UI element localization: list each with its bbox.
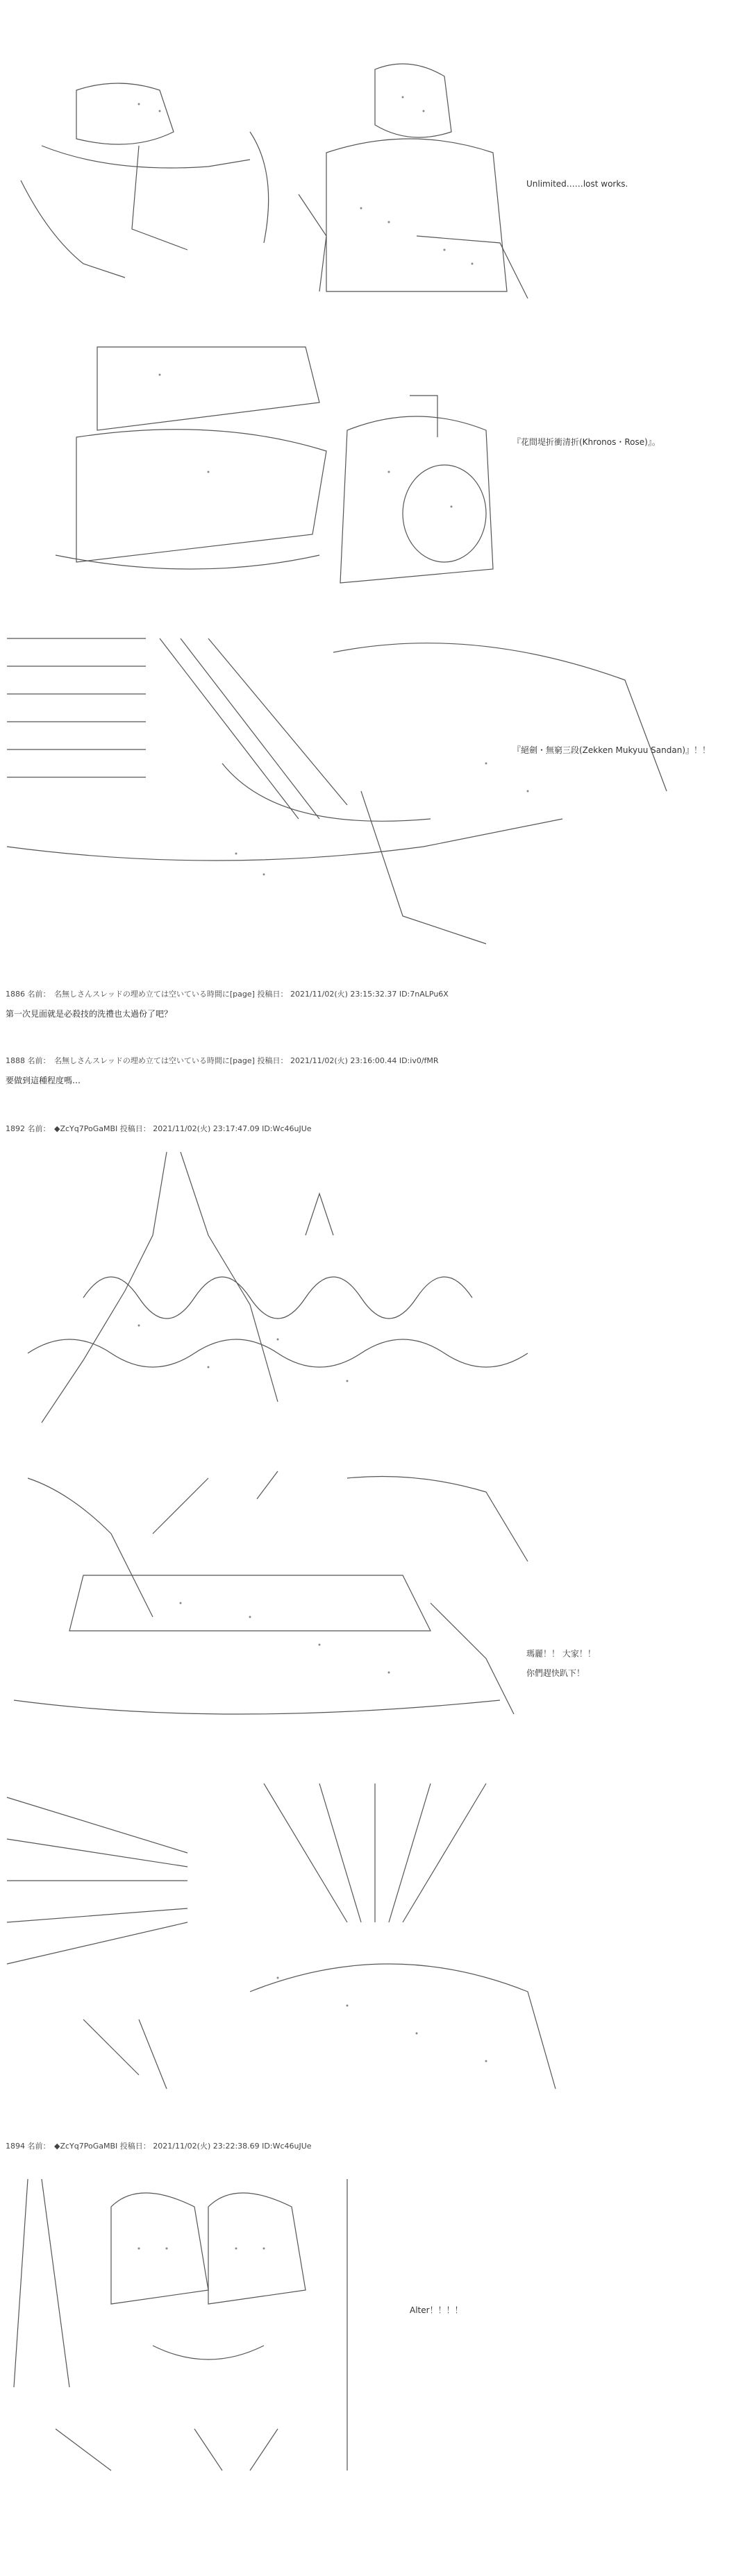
post-date: 2021/11/02(火) 23:16:00.44 (290, 1056, 397, 1065)
post-body-1888: 要做到這種程度嗎… (6, 1076, 81, 1085)
post-number[interactable]: 1894 (6, 2142, 25, 2151)
caption-zekken-mukyuu-sandan: 『絕劍・無窮三段(Zekken Mukyuu Sandan)』！！ (512, 745, 711, 755)
ascii-art-panel-3 (0, 625, 743, 958)
caption-protect: 你們趕快趴下！ (526, 1668, 585, 1678)
post-date: 2021/11/02(火) 23:15:32.37 (290, 990, 397, 999)
post-date: 2021/11/02(火) 23:22:38.69 (153, 2142, 260, 2151)
post-id: ID:Wc46uJUe (262, 2142, 312, 2151)
post-header-1892 (6, 1123, 312, 1134)
post-id: ID:iv0/fMR (399, 1056, 439, 1065)
post-name-label: 名前： (27, 1056, 51, 1065)
post-number[interactable]: 1886 (6, 990, 25, 999)
ascii-art-panel-7 (0, 2165, 743, 2498)
post-number[interactable]: 1888 (6, 1056, 25, 1065)
ascii-art-panel-4 (0, 1145, 743, 1437)
post-author: 名無しさんスレッドの埋め立ては空いている時間に[page] (54, 1056, 255, 1065)
caption-khronos-rose: 『花間堤折衝清折(Khronos・Rose)』。 (512, 437, 660, 447)
post-date-label: 投稿日： (257, 990, 288, 999)
post-name-label: 名前： (27, 1124, 51, 1133)
ascii-art-panel-1 (0, 42, 743, 333)
caption-shout: 瑪麗！！ 大家！！ (526, 1649, 596, 1659)
caption-unlimited-lost-works: Unlimited‥‥‥lost works. (526, 179, 628, 189)
post-date: 2021/11/02(火) 23:17:47.09 (153, 1124, 260, 1133)
post-header-1886 (6, 988, 449, 999)
post-author: ◆ZcYq7PoGaMBI (54, 1124, 118, 1133)
post-date-label: 投稿日： (257, 1056, 288, 1065)
post-date-label: 投稿日： (119, 2142, 151, 2151)
post-author: ◆ZcYq7PoGaMBI (54, 2142, 118, 2151)
post-body-1886: 第一次見面就是必殺技的洗禮也太過份了吧？ (6, 1009, 173, 1019)
post-number[interactable]: 1892 (6, 1124, 25, 1133)
ascii-art-panel-6 (0, 1770, 743, 2103)
ascii-art-panel-2 (0, 333, 743, 611)
post-header-1894 (6, 2140, 312, 2151)
caption-alter: Alter！！！！ (410, 2305, 463, 2315)
post-header-1888 (6, 1055, 439, 1066)
post-name-label: 名前： (27, 990, 51, 999)
ascii-art-panel-5 (0, 1464, 743, 1742)
post-id: ID:7nALPu6X (399, 990, 449, 999)
post-id: ID:Wc46uJUe (262, 1124, 312, 1133)
post-date-label: 投稿日： (119, 1124, 151, 1133)
post-author: 名無しさんスレッドの埋め立ては空いている時間に[page] (54, 990, 255, 999)
post-name-label: 名前： (27, 2142, 51, 2151)
